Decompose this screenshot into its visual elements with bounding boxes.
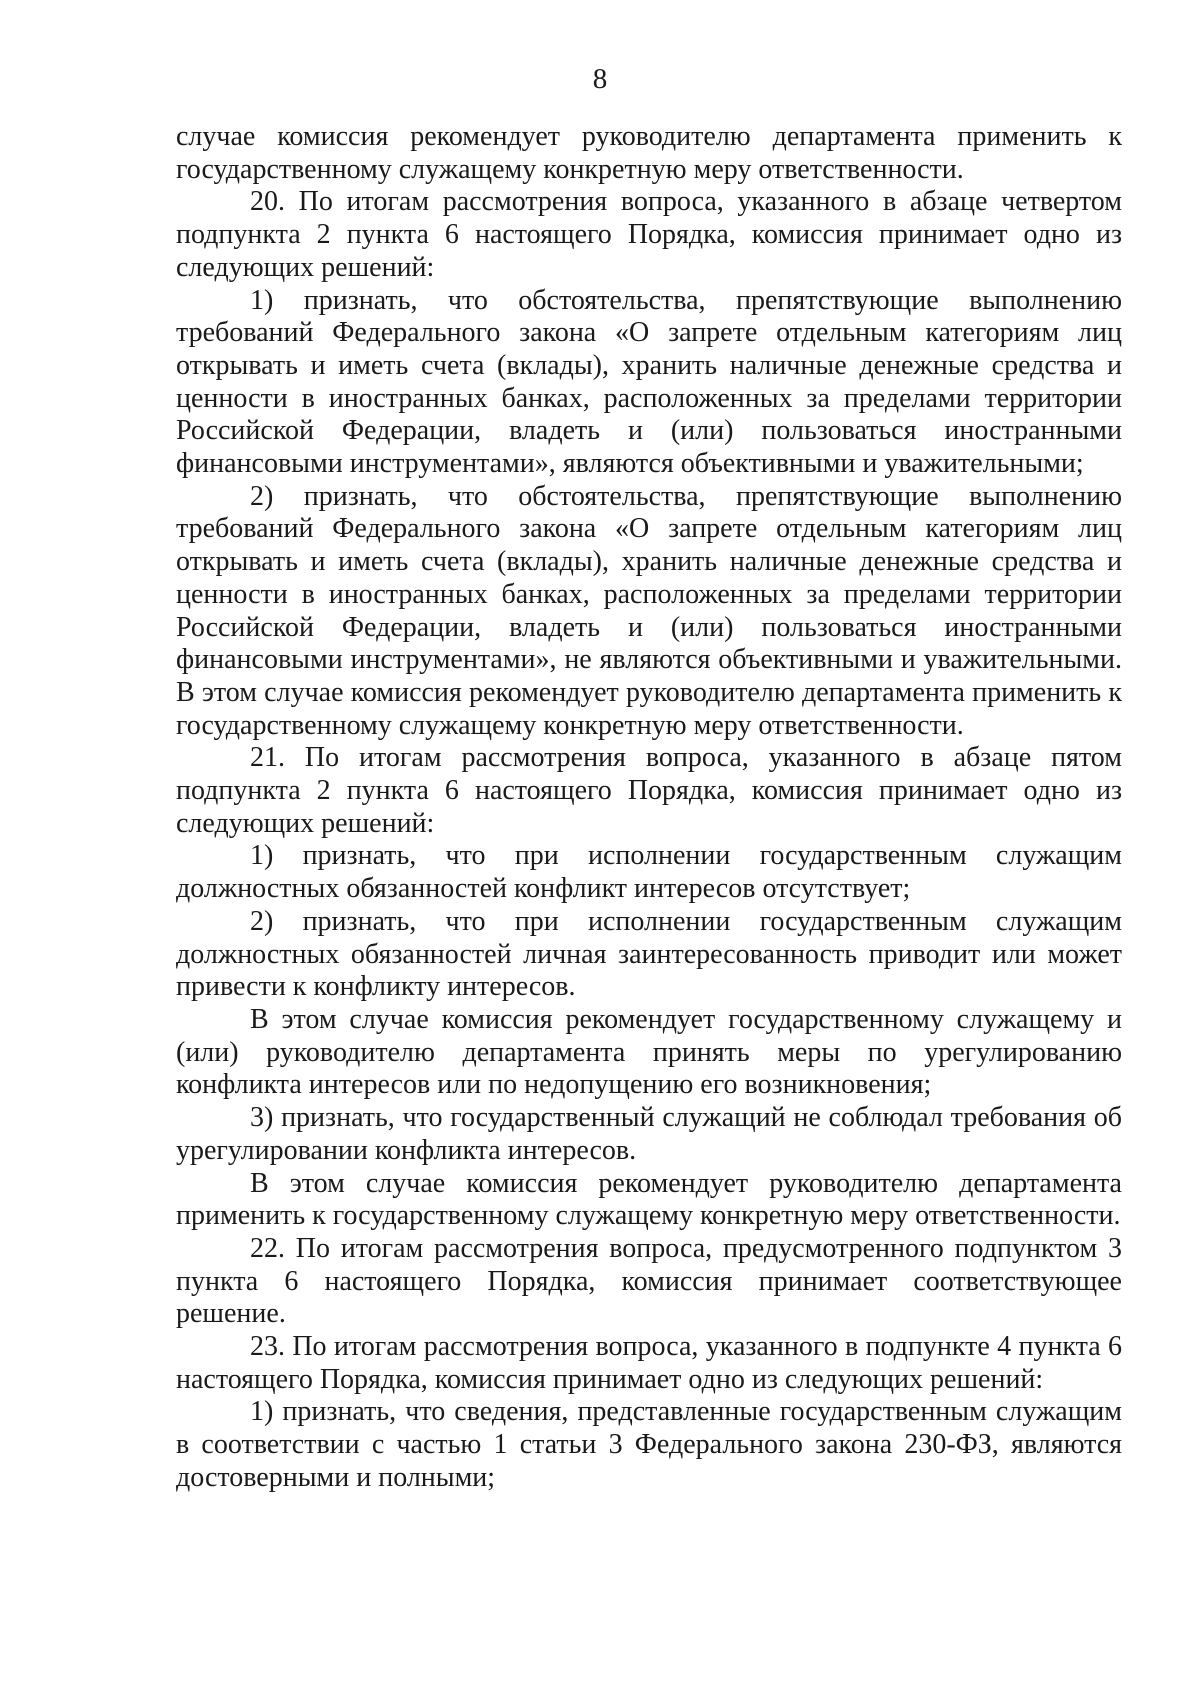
paragraph-item-21-2-note: В этом случае комиссия рекомендует государственному служащему и (или) руководителю департамента принять меры по урегулированию конфликта интересов или по недопущению его возникновения; xyxy=(176,1003,1122,1101)
paragraph-item-20-2: 2) признать, что обстоятельства, препятствующие выполнению требований Федерального закона «О запрете отдельным категориям лиц открывать и иметь счета (вклады), хранить наличные денежные средства и ценности в иностранных банках, расположенных за пределами территории Российской Федерации, владеть и (или) пользоваться иностранными финансовыми инструментами», не являются объективными и уважительными. В этом случае комиссия рекомендует руководителю департамента применить к государственному служащему конкретную меру ответственности. xyxy=(176,480,1122,741)
paragraph-continuation: случае комиссия рекомендует руководителю департамента применить к государственному служащему конкретную меру ответственности. xyxy=(176,121,1122,185)
paragraph-item-20: 20. По итогам рассмотрения вопроса, указанного в абзаце четвертом подпункта 2 пункта 6 настоящего Порядка, комиссия принимает одно из следующих решений: xyxy=(176,186,1122,283)
paragraph-item-21: 21. По итогам рассмотрения вопроса, указанного в абзаце пятом подпункта 2 пункта 6 настоящего Порядка, комиссия принимает одно из следующих решений: xyxy=(176,742,1122,839)
paragraph-item-21-2: 2) признать, что при исполнении государственным служащим должностных обязанностей личная заинтересованность приводит или может привести к конфликту интересов. xyxy=(176,905,1122,1003)
paragraph-item-22: 22. По итогам рассмотрения вопроса, предусмотренного подпунктом 3 пункта 6 настоящего Порядка, комиссия принимает соответствующее решение. xyxy=(176,1232,1122,1330)
page-number: 8 xyxy=(592,63,608,95)
paragraph-item-21-3: 3) признать, что государственный служащий не соблюдал требования об урегулировании конфликта интересов. xyxy=(176,1102,1122,1166)
paragraph-item-21-1: 1) признать, что при исполнении государственным служащим должностных обязанностей конфликт интересов отсутствует; xyxy=(176,840,1122,905)
paragraph-item-23: 23. По итогам рассмотрения вопроса, указанного в подпункте 4 пункта 6 настоящего Порядка, комиссия принимает одно из следующих решений: xyxy=(176,1331,1122,1395)
document-body xyxy=(176,121,1122,1495)
paragraph-item-20-1: 1) признать, что обстоятельства, препятствующие выполнению требований Федерального закона «О запрете отдельным категориям лиц открывать и иметь счета (вклады), хранить наличные денежные средства и ценности в иностранных банках, расположенных за пределами территории Российской Федерации, владеть и (или) пользоваться иностранными финансовыми инструментами», являются объективными и уважительными; xyxy=(176,284,1122,480)
paragraph-item-21-3-note: В этом случае комиссия рекомендует руководителю департамента применить к государственному служащему конкретную меру ответственности. xyxy=(176,1167,1122,1232)
paragraph-item-23-1: 1) признать, что сведения, представленные государственным служащим в соответствии с частью 1 статьи 3 Федерального закона 230-ФЗ, являются достоверными и полными; xyxy=(176,1396,1122,1493)
